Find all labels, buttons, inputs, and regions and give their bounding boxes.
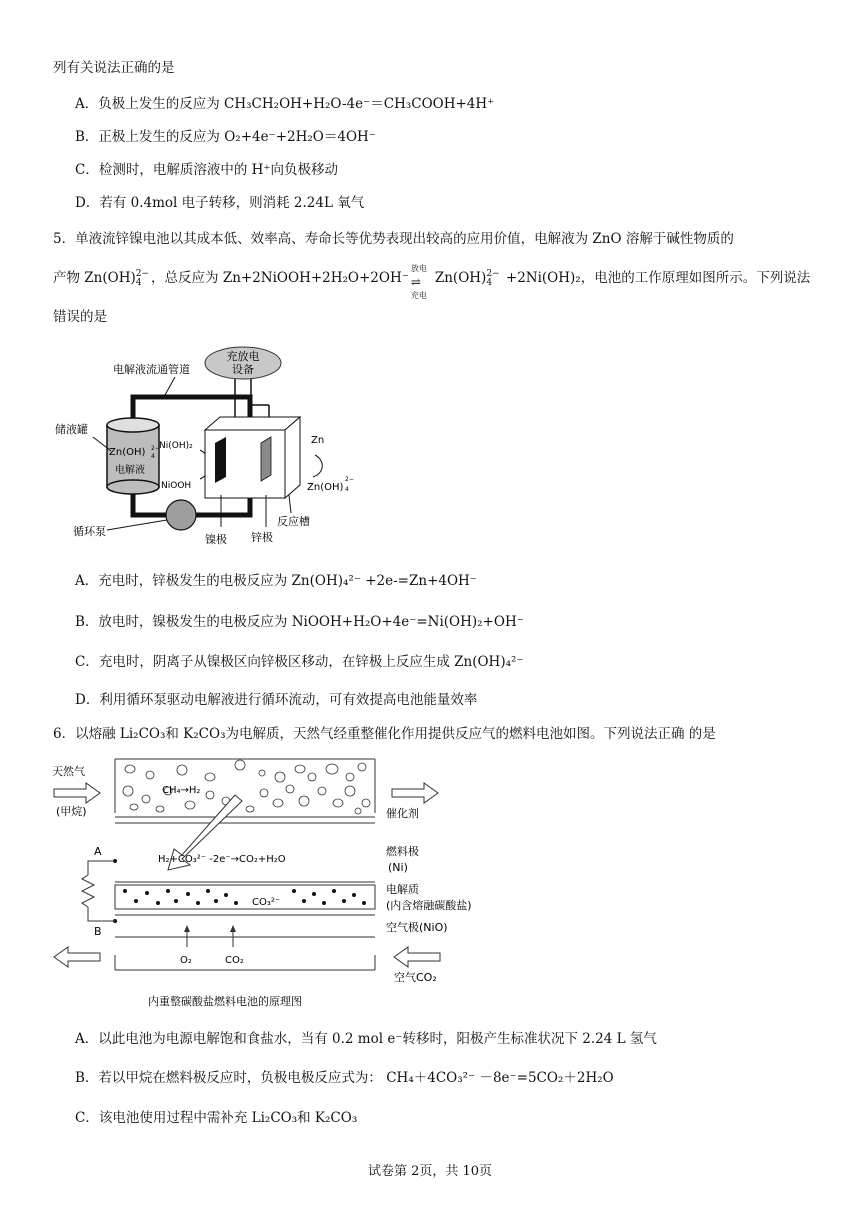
catalyst-label: 催化剂 [386, 807, 419, 820]
q5-stem-line2: 产物 Zn(OH) 2− 4 ，总反应为 Zn+2NiOOH+2H₂O+2OH⁻ 放电 ⇌ 充电 Zn(OH) 2− 4 +2Ni(OH)₂，电池的工作原理如图所示。下列说法 [53, 263, 811, 300]
q6-option-b: B．若以甲烷在燃料极反应时，负极电极反应式为： CH₄＋4CO₃²⁻ －8e⁻=5CO₂＋2H₂O [75, 1070, 614, 1086]
q5-battery-diagram [55, 345, 375, 550]
tank-content-2: 电解液 [115, 465, 145, 476]
equipment-label-1: 充放电 [226, 350, 260, 363]
electrolyte-label-2: (内含熔融碳酸盐) [386, 899, 472, 912]
q5-option-c: C．充电时，阴离子从镍极区向锌极区移动，在锌极上反应生成 Zn(OH)₄²⁻ [75, 654, 524, 670]
znoh4-label: Zn(OH) [307, 482, 344, 493]
electrolyte-label-1: 电解质 [386, 883, 419, 896]
tank-content-1: Zn(OH) [109, 447, 146, 458]
anode-reaction: H₂+CO₃²⁻ -2e⁻→CO₂+H₂O [158, 854, 286, 865]
air-electrode-label: 空气极(NiO) [386, 921, 448, 934]
reversible-arrow-icon: 放电 ⇌ 充电 [410, 263, 427, 300]
q4-option-d: D．若有 0.4mol 电子转移，则消耗 2.24L 氧气 [75, 195, 365, 211]
air-in-label: 空气CO₂ [394, 971, 437, 984]
gas-in-label-1: 天然气 [52, 765, 85, 778]
reform-label: CH₄→H₂ [162, 785, 201, 796]
q4-option-b: B．正极上发生的反应为 O₂+4e⁻+2H₂O＝4OH⁻ [75, 129, 376, 145]
q5-stem-line3: 错误的是 [53, 309, 107, 325]
pipe-label: 电解液流通管道 [113, 363, 190, 376]
page-footer: 试卷第 2页，共 10页 [367, 1164, 493, 1179]
co2-label: CO₂ [225, 955, 244, 966]
point-a-label: A [94, 845, 102, 858]
svg-text:4: 4 [345, 486, 349, 493]
nickel-label: 镍极 [205, 533, 227, 546]
equipment-label-2: 设备 [232, 363, 254, 376]
figure-caption: 内重整碳酸盐燃料电池的原理图 [148, 995, 302, 1008]
fuel-electrode-label-2: (Ni) [388, 861, 408, 874]
tank-label: 储液罐 [55, 423, 88, 436]
q5-option-a: A．充电时，锌极发生的电极反应为 Zn(OH)₄²⁻ +2e-=Zn+4OH⁻ [75, 573, 477, 589]
q6-option-c: C．该电池使用过程中需补充 Li₂CO₃和 K₂CO₃ [75, 1110, 358, 1126]
q6-stem: 6．以熔融 Li₂CO₃和 K₂CO₃为电解质，天然气经重整催化作用提供反应气的燃料电池如图。下列说法正确 的是 [53, 726, 716, 742]
q5-option-b: B．放电时，镍极发生的电极反应为 NiOOH+H₂O+4e⁻=Ni(OH)₂+OH⁻ [75, 614, 524, 630]
gas-in-label-2: (甲烷) [56, 805, 87, 818]
q6-option-a: A．以此电池为电源电解饱和食盐水，当有 0.2 mol e⁻转移时，阳极产生标准状况下 2.24 L 氢气 [75, 1031, 657, 1047]
q5-option-d: D．利用循环泵驱动电解液进行循环流动，可有效提高电池能量效率 [75, 692, 478, 708]
q5-stem-line1: 5．单液流锌镍电池以其成本低、效率高、寿命长等优势表现出较高的应用价值，电解液为 ZnO 溶解于碱性物质的 [53, 231, 734, 247]
niooh-label: NiOOH [161, 481, 192, 491]
q4-option-a: A．负极上发生的反应为 CH₃CH₂OH+H₂O-4e⁻＝CH₃COOH+4H⁺ [75, 96, 495, 112]
q6-fuel-cell-diagram [50, 755, 472, 1020]
zinc-label: 锌极 [251, 531, 273, 544]
co3-label: CO₃²⁻ [252, 897, 281, 908]
svg-text:4: 4 [151, 453, 155, 460]
nioh2-label: Ni(OH)₂ [159, 441, 193, 451]
point-b-label: B [94, 925, 102, 938]
pump-label: 循环泵 [73, 525, 106, 538]
fuel-electrode-label-1: 燃料极 [386, 845, 419, 858]
svg-text:2−: 2− [151, 445, 160, 452]
q4-option-c: C．检测时，电解质溶液中的 H⁺向负极移动 [75, 162, 339, 178]
q4-stem-tail: 列有关说法正确的是 [53, 60, 175, 76]
o2-label: O₂ [180, 955, 192, 966]
zn-label: Zn [311, 435, 325, 446]
reactor-label: 反应槽 [277, 515, 310, 528]
svg-text:2−: 2− [345, 476, 354, 483]
